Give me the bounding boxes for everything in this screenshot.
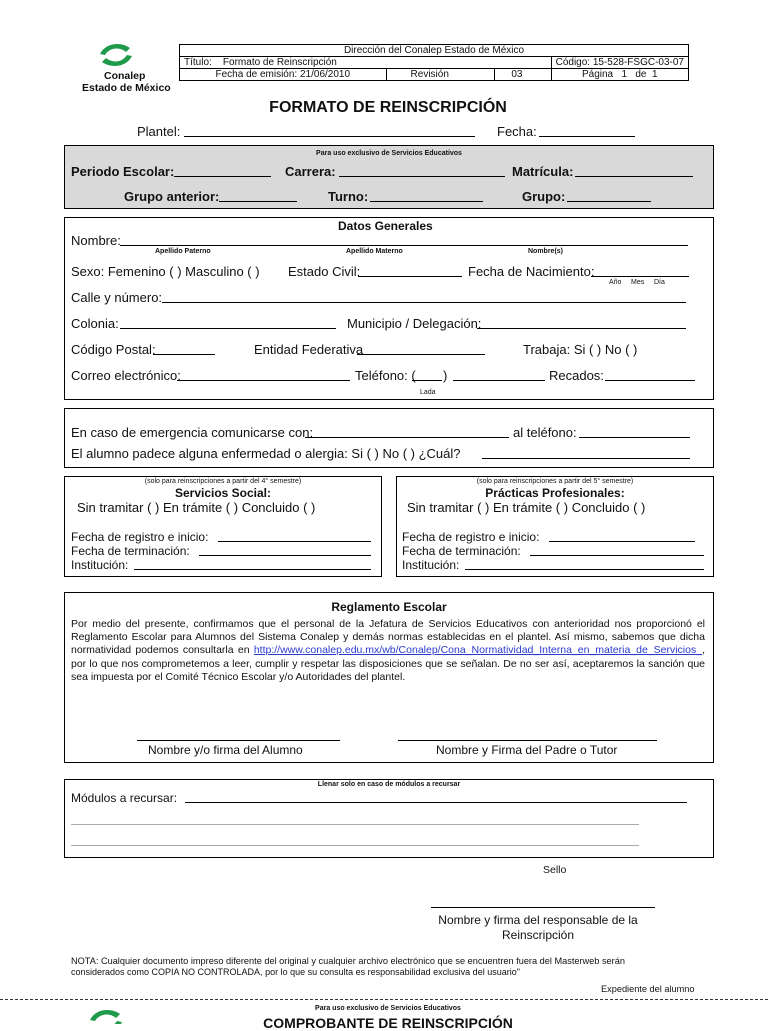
periodo-label: Periodo Escolar: <box>71 164 175 179</box>
modulos-field[interactable] <box>185 802 687 803</box>
firma-padre-label: Nombre y Firma del Padre o Tutor <box>436 743 618 757</box>
modulos-label: Módulos a recursar: <box>71 791 178 805</box>
calle-label: Calle y número: <box>71 290 163 305</box>
colonia-label: Colonia: <box>71 316 119 331</box>
document-header-table <box>179 44 689 81</box>
modulos-extra-line-2[interactable] <box>71 845 639 846</box>
firma-alumno-label: Nombre y/o firma del Alumno <box>148 743 303 757</box>
sexo-field[interactable]: Sexo: Femenino ( ) Masculino ( ) <box>71 264 260 279</box>
datos-generales-heading: Datos Generales <box>338 219 433 233</box>
carrera-field[interactable] <box>339 176 505 177</box>
anio-caption: Año <box>609 279 622 286</box>
cut-line <box>0 999 768 1000</box>
emergencia-contacto-field[interactable] <box>305 437 509 438</box>
correo-field[interactable] <box>177 380 350 381</box>
ss-institucion-label: Institución: <box>71 558 129 572</box>
pp-institucion-field[interactable] <box>465 569 704 570</box>
codigo-postal-field[interactable] <box>153 354 215 355</box>
pp-institucion-label: Institución: <box>402 558 460 572</box>
lada-caption: Lada <box>420 389 436 396</box>
matricula-field[interactable] <box>575 176 693 177</box>
al-telefono-label: al teléfono: <box>513 425 577 440</box>
carrera-label: Carrera: <box>285 164 336 179</box>
emergencia-telefono-field[interactable] <box>579 437 690 438</box>
practicas-note: (solo para reinscripciones a partir del 5° semestre) <box>476 478 634 485</box>
estado-civil-field[interactable] <box>358 276 462 277</box>
normatividad-link[interactable]: http://www.conalep.edu.mx/wb/Conalep/Cona_Normatividad_Interna_en_materia_de_Servicios_ <box>253 644 703 657</box>
practicas-options[interactable]: Sin tramitar ( ) En trámite ( ) Concluido ( ) <box>407 500 646 515</box>
periodo-field[interactable] <box>174 176 271 177</box>
ss-registro-field[interactable] <box>218 541 371 542</box>
plantel-field[interactable] <box>184 136 475 137</box>
emergencia-label: En caso de emergencia comunicarse con: <box>71 425 314 440</box>
comprobante-title: COMPROBANTE DE REINSCRIPCIÓN <box>263 1015 513 1031</box>
calle-field[interactable] <box>162 302 686 303</box>
sello-label: Sello <box>543 864 567 876</box>
reglamento-text: Por medio del presente, confirmamos que el personal de la Jefatura de Servicios Educativos con anterioridad nos proporcionó el Reglamento Escolar para Alumnos del Sistema Conalep y demás normas establecidas en el plantel. Así mismo, sabemos que dicha normatividad podemos consultarla en http://www.conalep.edu.mx/wb/Conalep/Cona_Normatividad_Interna_en_materia_de_Servicios_, por lo que nos comprometemos a leer, cumplir y respetar las disposiciones que se señalan. De no ser así, aceptaremos la sanción que sea impuesta por el Comité Técnico Escolar y/o Autoridades del plantel. <box>71 618 705 683</box>
mes-caption: Mes <box>631 279 645 286</box>
code-cell: Código: 15-528-FSGC-03-07 <box>551 57 688 69</box>
telefono-field[interactable] <box>453 380 545 381</box>
revision-label-cell: Revisión <box>386 69 495 81</box>
modulos-extra-line-1[interactable] <box>71 824 639 825</box>
expediente-label: Expediente del alumno <box>601 984 695 994</box>
grupo-label: Grupo: <box>522 189 566 204</box>
fecha-nacimiento-label: Fecha de Nacimiento: <box>468 264 595 279</box>
telefono-close: ) <box>443 368 448 383</box>
org-state: Estado de México <box>82 82 171 94</box>
entidad-field[interactable] <box>357 354 485 355</box>
pp-registro-label: Fecha de registro e inicio: <box>402 530 540 544</box>
fecha-field[interactable] <box>539 136 635 137</box>
nota-line-2: considerados como COPIA NO CONTROLADA, por lo que su consulta es responsabilidad exclusiva del usuario" <box>71 967 520 977</box>
responsable-firma-line[interactable] <box>431 907 655 908</box>
ss-registro-label: Fecha de registro e inicio: <box>71 530 209 544</box>
revision-value-cell: 03 <box>495 69 551 81</box>
form-title: FORMATO DE REINSCRIPCIÓN <box>269 99 507 116</box>
comprobante-note: Para uso exclusivo de Servicios Educativos <box>315 1005 461 1012</box>
ss-terminacion-field[interactable] <box>199 555 371 556</box>
reglamento-heading: Reglamento Escolar <box>331 600 447 614</box>
title-value: Formato de Reinscripción <box>222 57 337 68</box>
entidad-label: Entidad Federativa <box>254 342 364 357</box>
pp-registro-field[interactable] <box>549 541 695 542</box>
colonia-field[interactable] <box>120 328 336 329</box>
pp-terminacion-label: Fecha de terminación: <box>402 544 521 558</box>
correo-label: Correo electrónico: <box>71 368 181 383</box>
nota-line-1: NOTA: Cualquier documento impreso diferente del original y cualquier archivo electrónico que se encuentren fuera del Masterweb serán <box>71 956 625 966</box>
responsable-label-2: Reinscripción <box>501 928 575 942</box>
fecha-nacimiento-field[interactable] <box>591 276 689 277</box>
municipio-label: Municipio / Delegación: <box>347 316 482 331</box>
pp-terminacion-field[interactable] <box>530 555 704 556</box>
exclusive-note: Para uso exclusivo de Servicios Educativos <box>316 150 462 157</box>
lada-field[interactable] <box>412 380 442 381</box>
direction-cell: Dirección del Conalep Estado de México <box>180 45 689 57</box>
servicio-social-title: Servicios Social: <box>174 486 272 500</box>
municipio-field[interactable] <box>477 328 686 329</box>
plantel-label: Plantel: <box>137 124 181 139</box>
turno-label: Turno: <box>328 189 369 204</box>
firma-alumno-line[interactable] <box>137 740 340 741</box>
enfermedad-label: El alumno padece alguna enfermedad o alergia: Si ( ) No ( ) ¿Cuál? <box>71 446 461 461</box>
nombre-label: Nombre: <box>71 233 121 248</box>
conalep-logo-icon <box>96 40 136 70</box>
telefono-label: Teléfono: ( <box>355 368 416 383</box>
codigo-postal-label: Código Postal: <box>71 342 156 357</box>
grupo-anterior-field[interactable] <box>219 201 297 202</box>
responsable-label-1: Nombre y firma del responsable de la <box>438 913 638 927</box>
issue-date-cell: Fecha de emisión: 21/06/2010 <box>180 69 387 81</box>
trabaja-field[interactable]: Trabaja: Si ( ) No ( ) <box>523 342 638 357</box>
grupo-field[interactable] <box>567 201 651 202</box>
firma-padre-line[interactable] <box>398 740 657 741</box>
recados-label: Recados: <box>549 368 604 383</box>
grupo-anterior-label: Grupo anterior: <box>124 189 220 204</box>
title-cell: Título: Formato de Reinscripción <box>180 57 552 69</box>
apellido-materno-caption: Apellido Materno <box>346 248 403 255</box>
page-cell: Página 1 de 1 <box>551 69 688 81</box>
dia-caption: Día <box>654 279 665 286</box>
enfermedad-field[interactable] <box>482 458 690 459</box>
nombre-field[interactable] <box>120 245 688 246</box>
fecha-label: Fecha: <box>497 124 537 139</box>
matricula-label: Matrícula: <box>512 164 574 179</box>
modulos-note: Llenar solo en caso de módulos a recursar <box>317 781 461 788</box>
servicio-social-options[interactable]: Sin tramitar ( ) En trámite ( ) Concluido ( ) <box>77 500 316 515</box>
practicas-title: Prácticas Profesionales: <box>485 486 625 500</box>
ss-institucion-field[interactable] <box>134 569 371 570</box>
recados-field[interactable] <box>605 380 695 381</box>
apellido-paterno-caption: Apellido Paterno <box>155 248 211 255</box>
turno-field[interactable] <box>370 201 483 202</box>
ss-terminacion-label: Fecha de terminación: <box>71 544 190 558</box>
org-name: Conalep <box>104 70 146 82</box>
servicio-social-note: (solo para reinscripciones a partir del 4° semestre) <box>144 478 302 485</box>
estado-civil-label: Estado Civil: <box>288 264 361 279</box>
nombres-caption: Nombre(s) <box>528 248 564 255</box>
